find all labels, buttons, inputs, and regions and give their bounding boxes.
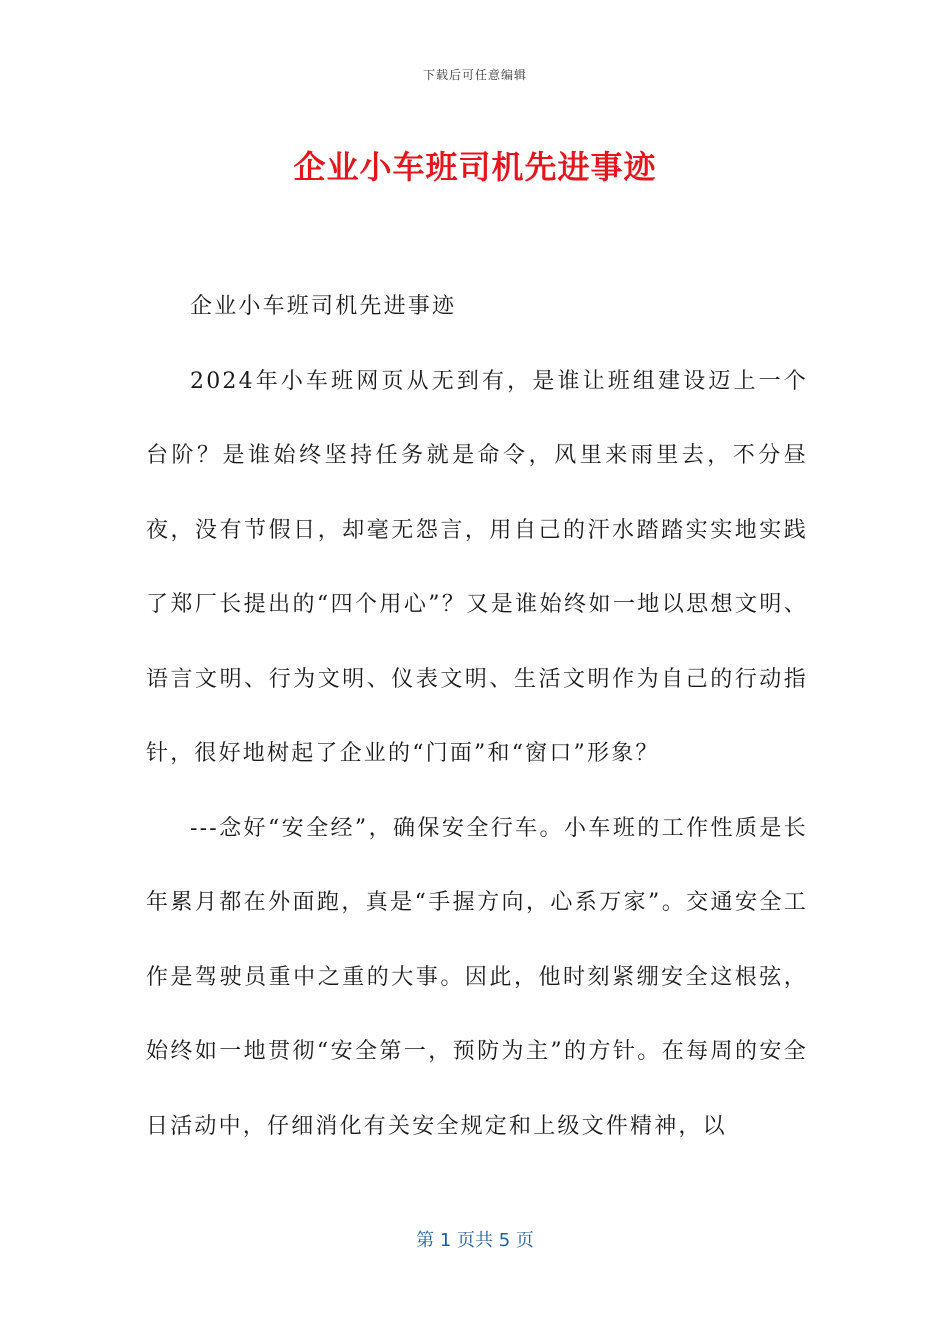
document-title: 企业小车班司机先进事迹 bbox=[293, 148, 657, 186]
paragraph-intro: 2024年小车班网页从无到有，是谁让班组建设迈上一个台阶？是谁始终坚持任务就是命令，风里来雨里去，不分昼夜，没有节假日，却毫无怨言，用自己的汗水踏踏实实地实践了郑厂长提出的“四个用心”？又是谁始终如一地以思想文明、语言文明、行为文明、仪表文明、生活文明作为自己的行动指针，很好地树起了企业的“门面”和“窗口”形象？ bbox=[146, 368, 808, 766]
page-number-footer bbox=[0, 1226, 950, 1252]
document-body bbox=[146, 270, 808, 1164]
header-note: 下载后可任意编辑 bbox=[422, 68, 527, 82]
paragraph-subtitle: 企业小车班司机先进事迹 bbox=[190, 294, 457, 319]
page-number-label: 第 1 页共 5 页 bbox=[416, 1230, 534, 1251]
paragraph-safety: ---念好“安全经”，确保安全行车。小车班的工作性质是长年累月都在外面跑，真是“手握方向，心系万家”。交通安全工作是驾驶员重中之重的大事。因此，他时刻紧绷安全这根弦，始终如一地贯彻“安全第一，预防为主”的方针。在每周的安全日活动中，仔细消化有关安全规定和上级文件精神，以 bbox=[146, 815, 808, 1139]
